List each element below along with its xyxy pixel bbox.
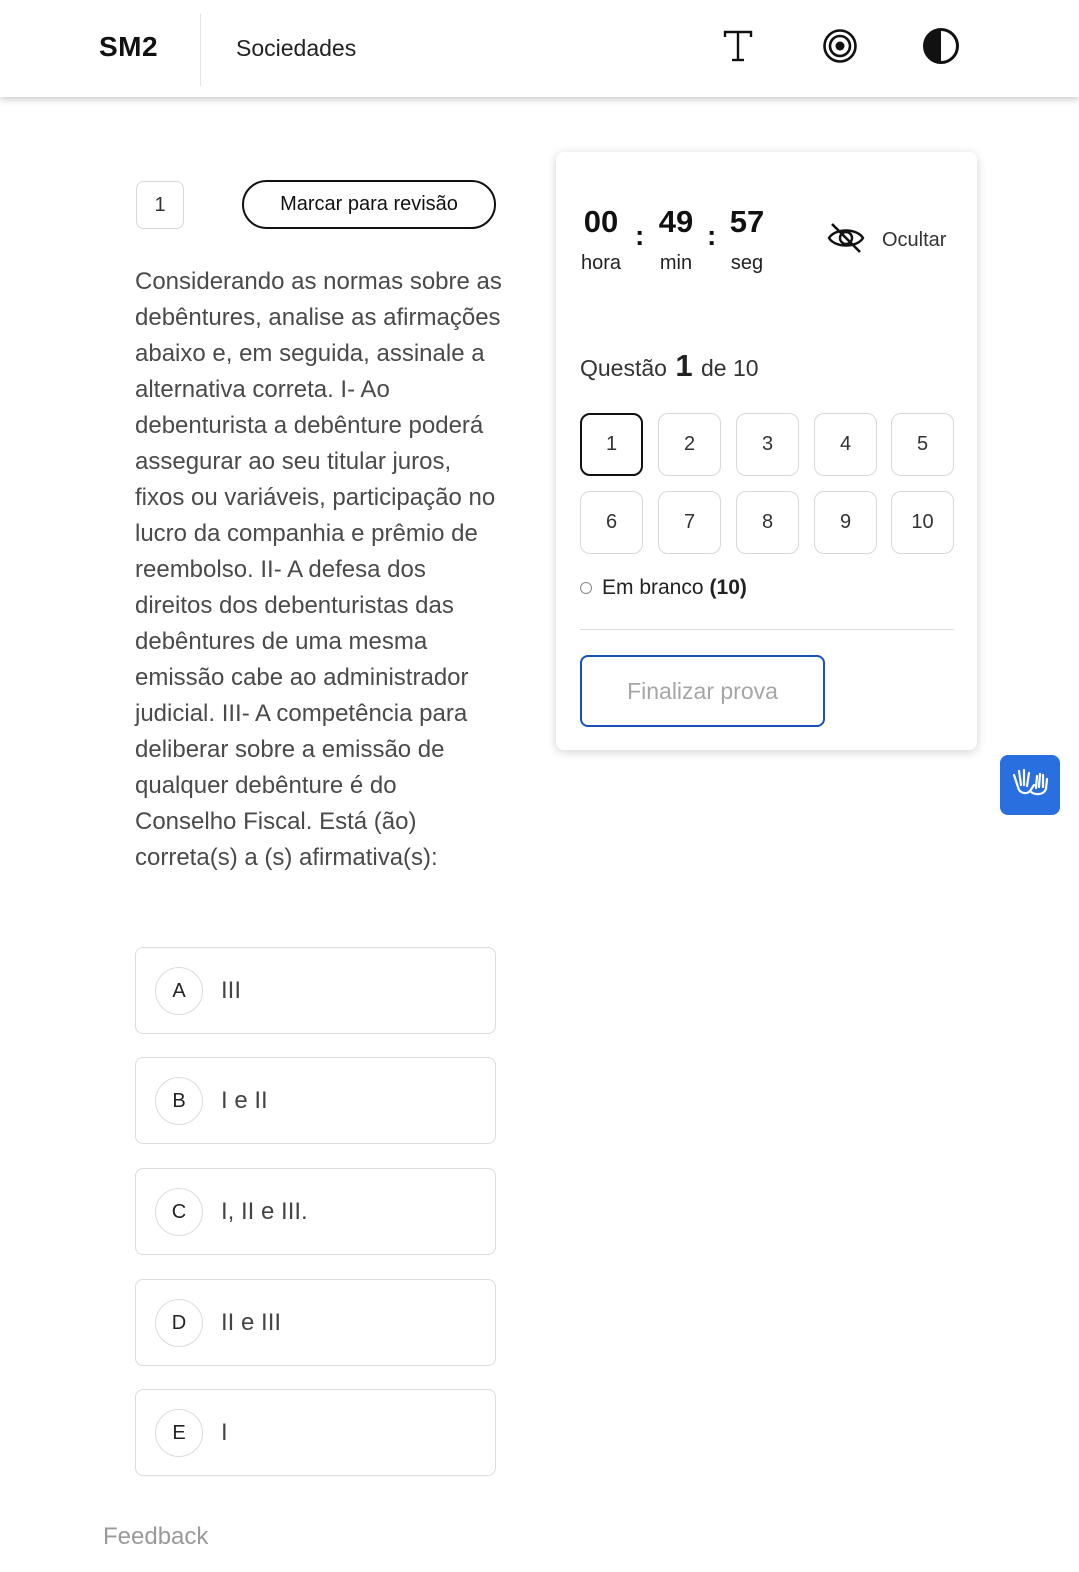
mark-for-review-button[interactable]: Marcar para revisão: [242, 180, 496, 229]
question-nav-2[interactable]: 2: [658, 413, 721, 476]
feedback-link[interactable]: Feedback: [103, 1523, 209, 1550]
blank-status: [580, 576, 747, 600]
question-nav-5[interactable]: 5: [891, 413, 954, 476]
timer-minutes-label: min: [659, 252, 693, 274]
exam-panel: [556, 152, 977, 750]
timer-seconds: 57: [729, 204, 765, 239]
question-nav-6[interactable]: 6: [580, 491, 643, 554]
question-number-badge: 1: [136, 181, 184, 229]
option-letter: A: [155, 967, 203, 1015]
option-text: I e II: [221, 1086, 268, 1114]
eye-off-icon: [826, 220, 866, 261]
timer-hours-label: hora: [580, 252, 622, 274]
question-statement: Considerando as normas sobre as debêntures, analise as afirmações abaixo e, em seguida, assinale a alternativa correta. I- Ao debenturista a debênture poderá assegurar ao seu titular juros, fixos ou variáveis, participação no lucro da companhia e prêmio de reembolso. II- A defesa dos direitos dos debenturistas das debêntures de uma mesma emissão cabe ao administrador judicial. III- A competência para deliberar sobre a emissão de qualquer debênture é do Conselho Fiscal. Está (ão) correta(s) a (s) afirmativa(s):: [135, 268, 502, 871]
timer-seconds-label: seg: [730, 252, 764, 274]
question-nav-8[interactable]: 8: [736, 491, 799, 554]
question-counter-total: de 10: [700, 355, 759, 381]
option-text: I, II e III.: [221, 1197, 308, 1225]
option-c[interactable]: [135, 1168, 496, 1255]
option-text: II e III: [221, 1308, 282, 1336]
blank-status-count: (10): [709, 576, 747, 599]
question-nav-7[interactable]: 7: [658, 491, 721, 554]
question-counter: [580, 348, 759, 384]
top-header: [0, 0, 1079, 97]
question-nav-1[interactable]: 1: [580, 413, 643, 476]
subject-title: Sociedades: [236, 35, 357, 61]
option-d[interactable]: [135, 1279, 496, 1366]
question-nav-9[interactable]: 9: [814, 491, 877, 554]
option-text: III: [221, 976, 242, 1004]
question-nav-10[interactable]: 10: [891, 491, 954, 554]
sign-language-hands-icon: [1010, 765, 1050, 806]
option-e[interactable]: [135, 1389, 496, 1476]
brand-logo[interactable]: SM2: [99, 31, 159, 62]
option-text: I: [221, 1418, 228, 1446]
question-counter-prefix: Questão: [580, 355, 667, 381]
question-counter-current: 1: [675, 348, 693, 383]
timer-hours: 00: [583, 204, 619, 239]
finish-exam-button[interactable]: Finalizar prova: [580, 655, 825, 727]
panel-divider: [580, 629, 954, 630]
target-icon[interactable]: [820, 26, 860, 66]
blank-status-label: Em branco: [602, 576, 704, 599]
sign-language-button[interactable]: [1000, 755, 1060, 815]
blank-status-dot: [580, 582, 592, 594]
hide-timer-button[interactable]: [826, 218, 946, 262]
timer-colon: :: [707, 220, 717, 251]
option-a[interactable]: [135, 947, 496, 1034]
timer-colon: :: [635, 220, 645, 251]
header-divider: [200, 14, 201, 86]
option-letter: B: [155, 1077, 203, 1125]
question-nav-3[interactable]: 3: [736, 413, 799, 476]
contrast-icon[interactable]: [921, 26, 961, 66]
font-size-icon[interactable]: [718, 26, 758, 66]
option-letter: C: [155, 1188, 203, 1236]
question-nav-4[interactable]: 4: [814, 413, 877, 476]
option-b[interactable]: [135, 1057, 496, 1144]
option-letter: D: [155, 1299, 203, 1347]
hide-timer-label: Ocultar: [882, 228, 947, 251]
timer-minutes: 49: [658, 204, 694, 239]
option-letter: E: [155, 1409, 203, 1457]
